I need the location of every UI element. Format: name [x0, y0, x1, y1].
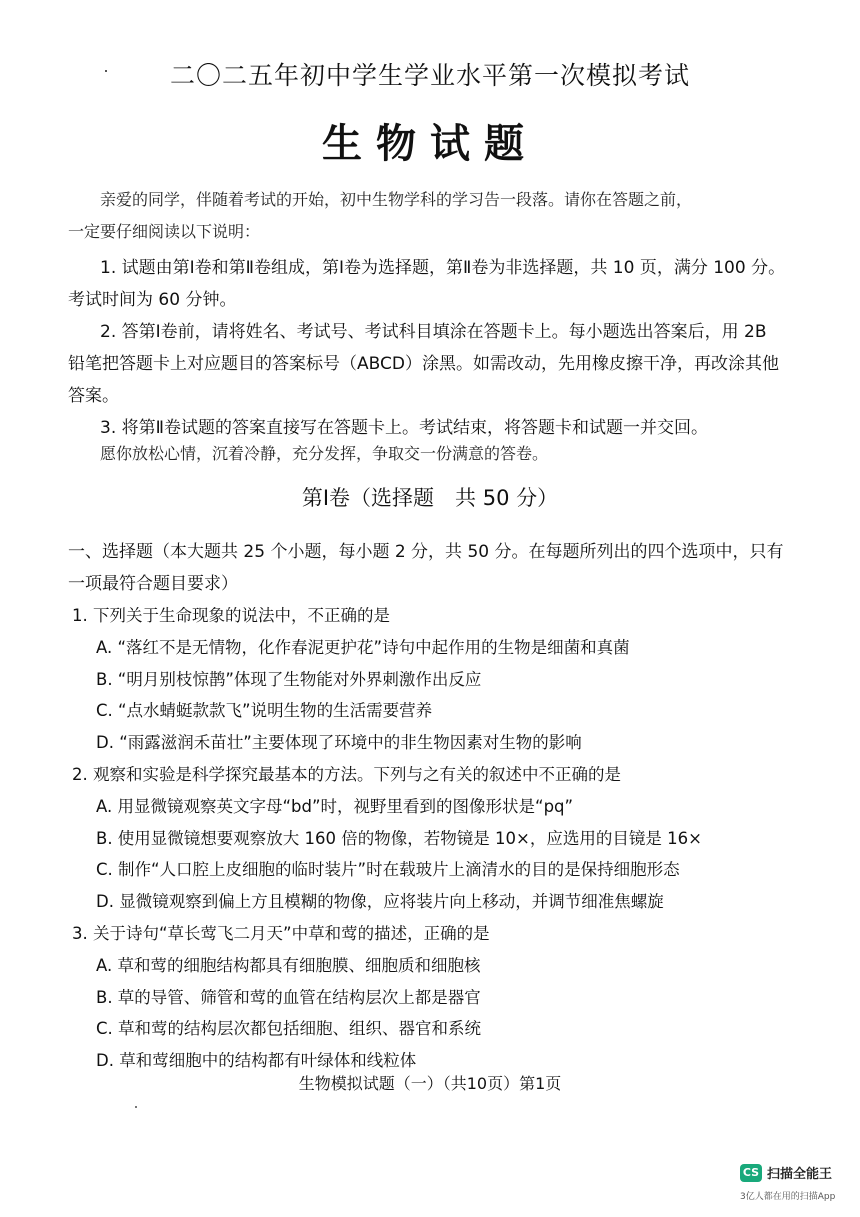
- instructions: [68, 252, 788, 444]
- option-b: B. 使用显微镜想要观察放大 160 倍的物像，若物镜是 10×，应选用的目镜是 16×: [96, 828, 702, 848]
- page-footer: 生物模拟试题（一）（共10页）第1页: [298, 1074, 562, 1093]
- exam-title: 二〇二五年初中学生学业水平第一次模拟考试: [169, 61, 690, 90]
- option-a: A. 草和莺的细胞结构都具有细胞膜、细胞质和细胞核: [96, 955, 481, 975]
- scanner-watermark: [740, 1163, 832, 1182]
- section-heading: 第Ⅰ卷（选择题 共 50 分）: [301, 486, 559, 510]
- question-1: [72, 600, 792, 759]
- option-d: D. 草和莺细胞中的结构都有叶绿体和线粒体: [96, 1051, 417, 1071]
- section-instruction: 一、选择题（本大题共 25 个小题，每小题 2 分，共 50 分。在每题所列出的四个选项中，只有一项最符合题目要求）: [68, 542, 784, 594]
- question-stem: 1. 下列关于生命现象的说法中，不正确的是: [72, 606, 390, 625]
- camscanner-icon: CS: [740, 1164, 762, 1182]
- option-a: A. 用显微镜观察英文字母“bd”时，视野里看到的图像形状是“pq”: [96, 796, 574, 816]
- wish-block: [68, 438, 788, 470]
- question-stem: 3. 关于诗句“草长莺飞二月天”中草和莺的描述，正确的是: [72, 923, 490, 943]
- watermark-brand: 扫描全能王: [767, 1167, 833, 1182]
- option-b: B. 草的导管、筛管和莺的血管在结构层次上都是器官: [96, 987, 481, 1007]
- option-c: C. 制作“人口腔上皮细胞的临时装片”时在载玻片上滴清水的目的是保持细胞形态: [96, 860, 680, 880]
- option-c: C. 草和莺的结构层次都包括细胞、组织、器官和系统: [96, 1019, 482, 1039]
- greeting-line-1: 亲爱的同学，伴随着考试的开始，初中生物学科的学习告一段落。请你在答题之前，: [100, 190, 693, 209]
- option-b: B. “明月别枝惊鹊”体现了生物能对外界刺激作出反应: [96, 669, 482, 689]
- option-d: D. “雨露滋润禾苗壮”主要体现了环境中的非生物因素对生物的影响: [96, 733, 582, 753]
- question-3: [72, 918, 792, 1077]
- watermark-tagline: 3亿人都在用的扫描App: [740, 1192, 836, 1202]
- question-2: [72, 759, 792, 918]
- intro-greeting: [68, 184, 788, 248]
- wish-line: 愿你放松心情，沉着冷静，充分发挥，争取交一份满意的答卷。: [100, 444, 549, 463]
- rule-2: 2. 答第Ⅰ卷前，请将姓名、考试号、考试科目填涂在答题卡上。每小题选出答案后，用 2B 铅笔把答题卡上对应题目的答案标号（ABCD）涂黑。如需改动，先用橡皮擦干净，再改涂其他答案。: [68, 322, 779, 406]
- rule-3: 3. 将第Ⅱ卷试题的答案直接写在答题卡上。考试结束，将答题卡和试题一并交回。: [100, 418, 708, 438]
- scan-speck: [135, 1106, 137, 1108]
- question-list: [72, 600, 792, 1077]
- rule-1: 1. 试题由第Ⅰ卷和第Ⅱ卷组成，第Ⅰ卷为选择题，第Ⅱ卷为非选择题，共 10 页，满分 100 分。考试时间为 60 分钟。: [68, 258, 786, 310]
- option-d: D. 显微镜观察到偏上方且模糊的物像，应将装片向上移动，并调节细准焦螺旋: [96, 892, 664, 912]
- subject-title: 生物试题: [322, 121, 538, 167]
- option-c: C. “点水蜻蜓款款飞”说明生物的生活需要营养: [96, 701, 433, 721]
- option-a: A. “落红不是无情物，化作春泥更护花”诗句中起作用的生物是细菌和真菌: [96, 637, 630, 657]
- greeting-line-2: 一定要仔细阅读以下说明：: [68, 222, 261, 241]
- question-stem: 2. 观察和实验是科学探究最基本的方法。下列与之有关的叙述中不正确的是: [72, 764, 621, 784]
